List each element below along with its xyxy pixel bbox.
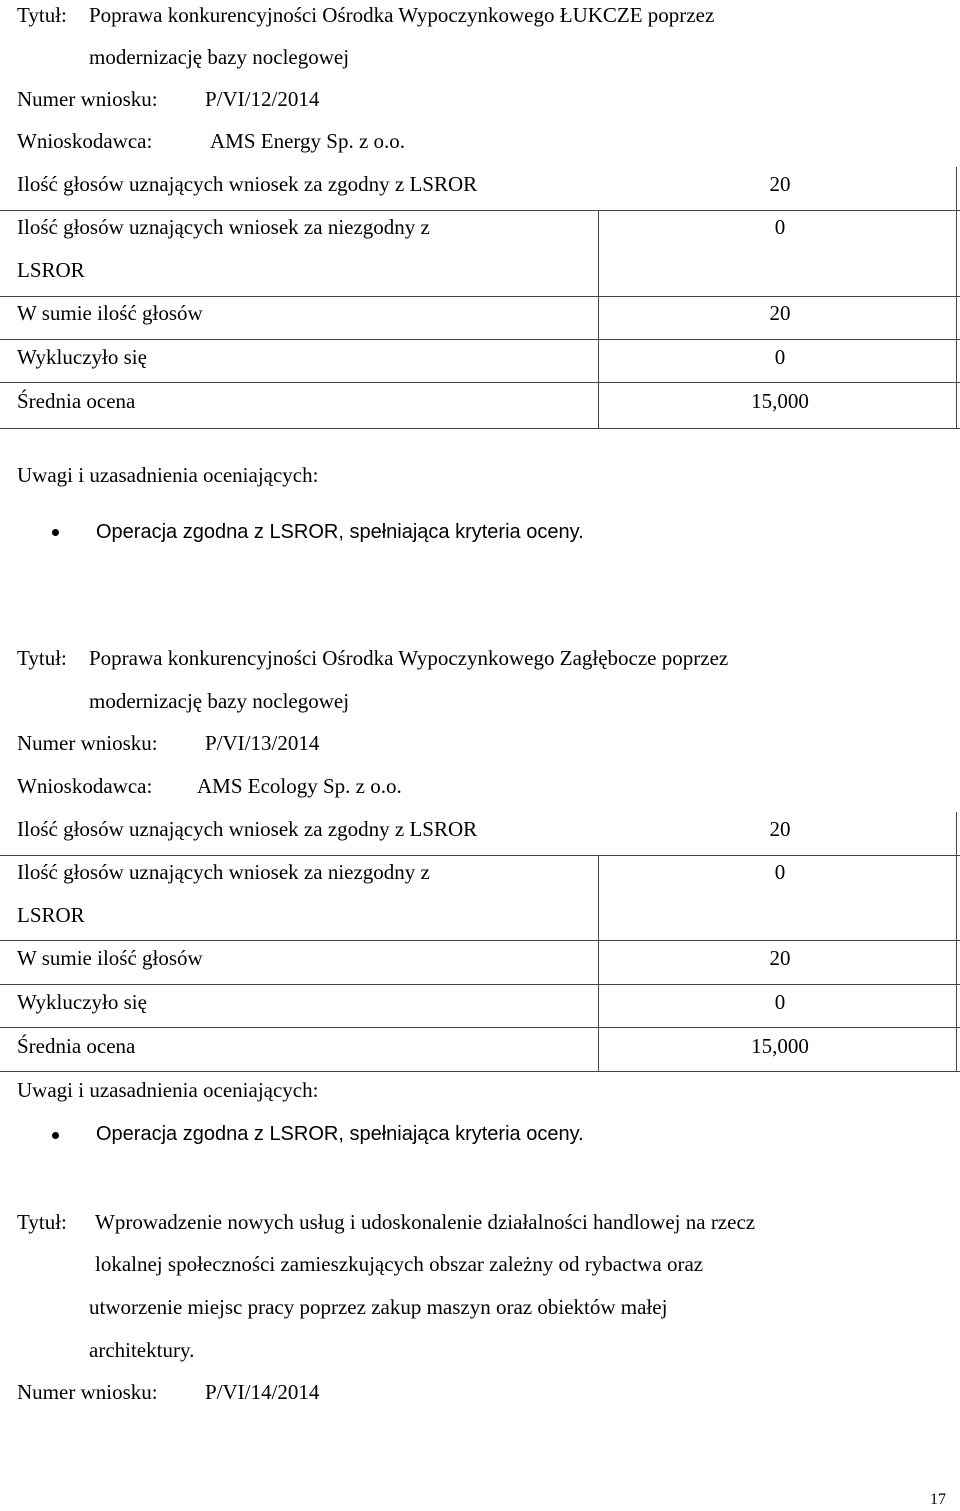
title-line-4: architektury. <box>89 1338 195 1362</box>
row-label-disagree: Ilość głosów uznających wniosek za niezgodny z <box>17 215 430 239</box>
row-value-agree: 20 <box>769 172 791 196</box>
row-label-excluded: Wykluczyło się <box>17 345 147 369</box>
row-value-average: 15,000 <box>751 389 809 413</box>
row-value-excluded: 0 <box>774 990 786 1014</box>
row-label-disagree: Ilość głosów uznających wniosek za niezgodny z <box>17 860 430 884</box>
row-label-total: W sumie ilość głosów <box>17 301 203 325</box>
title-line-2: lokalnej społeczności zamieszkujących obszar zależny od rybactwa oraz <box>95 1252 704 1276</box>
remarks-label: Uwagi i uzasadnienia oceniających: <box>17 463 319 487</box>
row-value-total: 20 <box>769 301 791 325</box>
row-value-agree: 20 <box>769 817 791 841</box>
row-label-disagree-line-2: LSROR <box>17 258 85 282</box>
title-line-1: Poprawa konkurencyjności Ośrodka Wypoczynkowego ŁUKCZE poprzez <box>89 3 715 27</box>
number-label: Numer wniosku: <box>17 731 158 755</box>
row-label-excluded: Wykluczyło się <box>17 990 147 1014</box>
title-line-1: Wprowadzenie nowych usług i udoskonalenie działalności handlowej na rzecz <box>95 1210 756 1234</box>
title-line-3: utworzenie miejsc pracy poprzez zakup maszyn oraz obiektów małej <box>89 1295 668 1319</box>
remarks-text: Operacja zgodna z LSROR, spełniająca kryteria oceny. <box>96 1123 584 1145</box>
row-value-disagree: 0 <box>774 215 786 239</box>
title-label: Tytuł: <box>17 646 67 670</box>
application-number: P/VI/14/2014 <box>205 1380 320 1404</box>
applicant-label: Wnioskodawca: <box>17 774 153 798</box>
number-label: Numer wniosku: <box>17 1380 158 1404</box>
row-label-total: W sumie ilość głosów <box>17 946 203 970</box>
row-label-average: Średnia ocena <box>17 1034 136 1058</box>
bullet-icon <box>52 1132 59 1139</box>
remarks-label: Uwagi i uzasadnienia oceniających: <box>17 1078 319 1102</box>
applicant-name: AMS Energy Sp. z o.o. <box>210 129 406 153</box>
remarks-text: Operacja zgodna z LSROR, spełniająca kryteria oceny. <box>96 521 584 543</box>
application-number: P/VI/12/2014 <box>205 87 320 111</box>
applicant-name: AMS Ecology Sp. z o.o. <box>197 774 402 798</box>
row-value-average: 15,000 <box>751 1034 809 1058</box>
row-value-total: 20 <box>769 946 791 970</box>
row-value-excluded: 0 <box>774 345 786 369</box>
row-value-disagree: 0 <box>774 860 786 884</box>
title-line-2: modernizację bazy noclegowej <box>89 45 350 69</box>
row-label-average: Średnia ocena <box>17 389 136 413</box>
title-label: Tytuł: <box>17 1210 67 1234</box>
page-number: 17 <box>930 1491 946 1508</box>
bullet-icon <box>52 529 59 536</box>
title-line-2: modernizację bazy noclegowej <box>89 689 350 713</box>
title-label: Tytuł: <box>17 3 67 27</box>
title-line-1: Poprawa konkurencyjności Ośrodka Wypoczynkowego Zagłębocze poprzez <box>89 646 729 670</box>
applicant-label: Wnioskodawca: <box>17 129 153 153</box>
application-number: P/VI/13/2014 <box>205 731 320 755</box>
row-label-disagree-line-2: LSROR <box>17 903 85 927</box>
row-label-agree: Ilość głosów uznających wniosek za zgodny z LSROR <box>17 172 478 196</box>
row-label-agree: Ilość głosów uznających wniosek za zgodny z LSROR <box>17 817 478 841</box>
number-label: Numer wniosku: <box>17 87 158 111</box>
